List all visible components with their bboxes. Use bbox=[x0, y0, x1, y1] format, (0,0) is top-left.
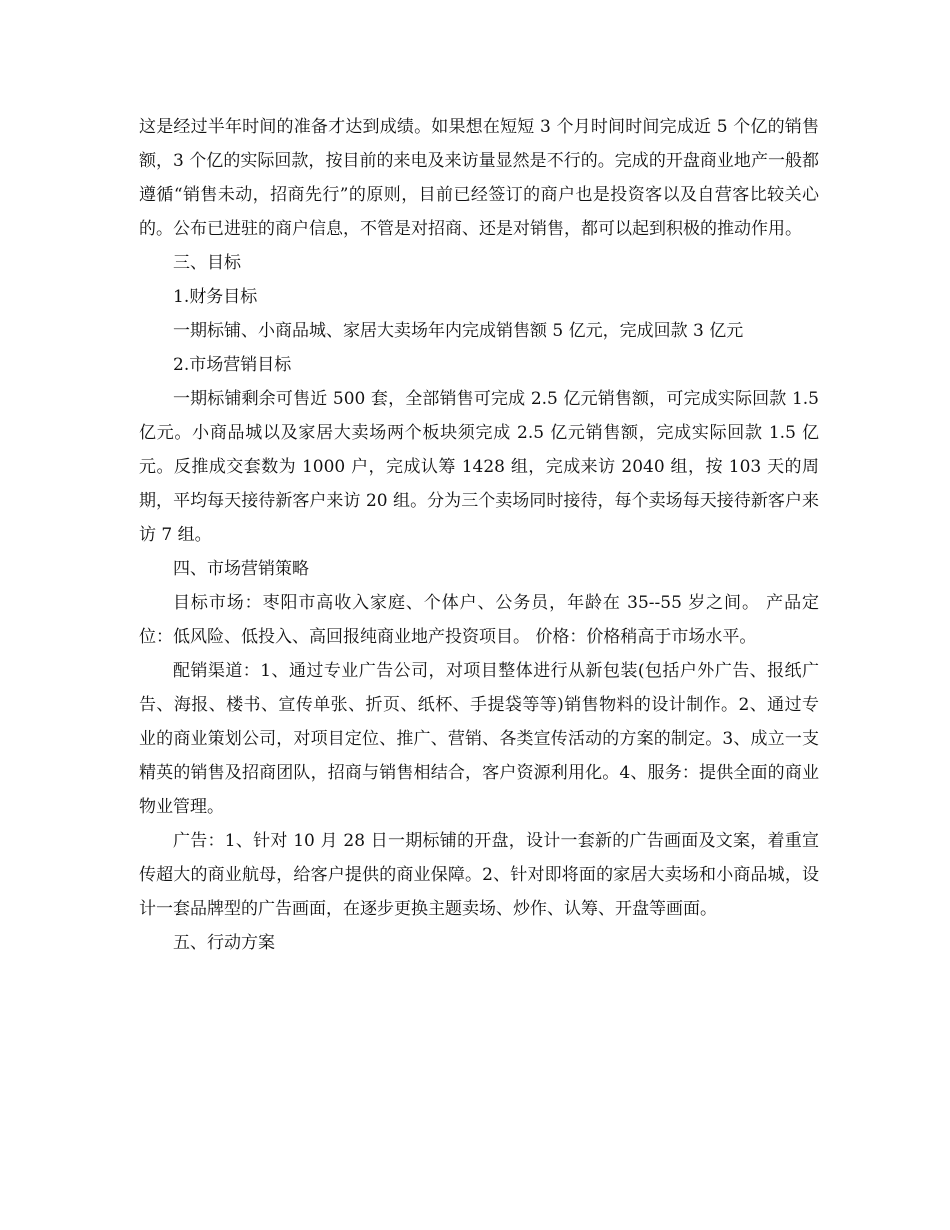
section-heading-action-plan: 五、行动方案 bbox=[173, 933, 275, 953]
section-heading-goals: 三、目标 bbox=[173, 253, 241, 273]
paragraph-financial-goals: 一期标铺、小商品城、家居大卖场年内完成销售额 5 亿元，完成回款 3 亿元 bbox=[173, 321, 744, 341]
paragraph-advertising: 广告：1、针对 10 月 28 日一期标铺的开盘，设计一套新的广告画面及文案，着重宣传超大的商业航母，给客户提供的商业保障。2、针对即将面的家居大卖场和小商品城，设计一套品牌型的广告画面，在逐步更换主题卖场、炒作、认筹、开盘等画面。 bbox=[139, 831, 819, 919]
paragraph-intro: 这是经过半年时间的准备才达到成绩。如果想在短短 3 个月时间时间完成近 5 个亿的销售额，3 个亿的实际回款，按目前的来电及来访量显然是不行的。完成的开盘商业地产一般都遵循“销售未动，招商先行”的原则，目前已经签订的商户也是投资客以及自营客比较关心的。公布已进驻的商户信息，不管是对招商、还是对销售，都可以起到积极的推动作用。 bbox=[139, 117, 819, 239]
subheading-marketing-goals: 2.市场营销目标 bbox=[173, 355, 292, 375]
document-body bbox=[139, 110, 819, 960]
subheading-financial-goals: 1.财务目标 bbox=[173, 287, 258, 307]
paragraph-distribution-channels: 配销渠道：1、通过专业广告公司，对项目整体进行从新包装(包括户外广告、报纸广告、海报、楼书、宣传单张、折页、纸杯、手提袋等等)销售物料的设计制作。2、通过专业的商业策划公司，对项目定位、推广、营销、各类宣传活动的方案的制定。3、成立一支精英的销售及招商团队，招商与销售相结合，客户资源利用化。4、服务：提供全面的商业物业管理。 bbox=[139, 661, 819, 817]
section-heading-marketing-strategy: 四、市场营销策略 bbox=[173, 559, 309, 579]
paragraph-marketing-goals: 一期标铺剩余可售近 500 套，全部销售可完成 2.5 亿元销售额，可完成实际回款 1.5 亿元。小商品城以及家居大卖场两个板块须完成 2.5 亿元销售额，完成实际回款 1.5 亿元。反推成交套数为 1000 户，完成认筹 1428 组，完成来访 2040 组，按 103 天的周期，平均每天接待新客户来访 20 组。分为三个卖场同时接待，每个卖场每天接待新客户来访 7 组。 bbox=[139, 389, 819, 545]
paragraph-target-market: 目标市场：枣阳市高收入家庭、个体户、公务员，年龄在 35--55 岁之间。 产品定位：低风险、低投入、高回报纯商业地产投资项目。 价格：价格稍高于市场水平。 bbox=[139, 593, 819, 647]
